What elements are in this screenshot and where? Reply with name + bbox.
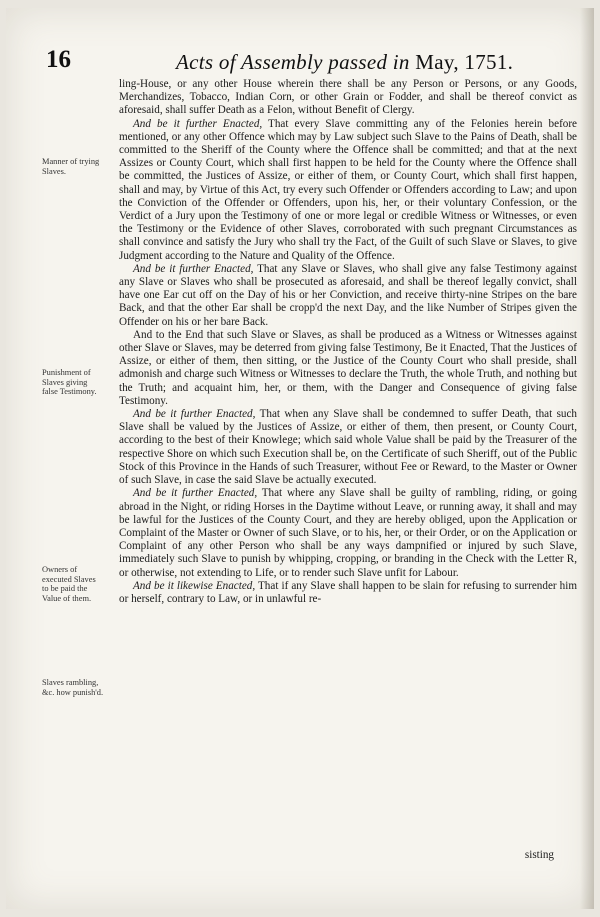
paragraph-text: And to the End that such Slave or Slaves, as shall be produced as a Witness or Witnesses against other Slave or Slaves, may be deterred from giving false Testimony, Be it Enacted, That the Justices of Assize, or either of them, then sitting, or the Justice of the County Court who shall preside, shall admonish and charge such Witness or Witnesses to declare the Truth, the whole Truth, and nothing but the Truth; and acquaint him, her, or them, with the Danger and Consequence of giving false Testimony. xyxy=(119,328,577,407)
paragraph-lead: And be it likewise Enacted, xyxy=(133,579,256,592)
margin-note-false-testimony: Punishment of Slaves giving false Testimony. xyxy=(42,368,97,397)
paragraph-text: ling-House, or any other House wherein there shall be any Person or Persons, or any Goods, Merchandizes, Tobacco, Indian Corn, or other Grain or Fodder, and shall be thereof convict as aforesaid, shall suffer Death as a Felon, without Benefit of Clergy. xyxy=(119,78,577,117)
paragraph xyxy=(119,487,577,579)
page-number: 16 xyxy=(46,46,71,73)
paragraph-lead: And be it further Enacted, xyxy=(133,408,256,421)
paragraph-text: That every Slave committing any of the Felonies herein before mentioned, or any other Offence which may by Law subject such Slave to the Pains of Death, shall be committed to the Sheriff of the County where the Offence shall be committed; and that at the next Assizes or County Court, which shall first happen to be held for the County where the Offence shall be committed, the Justices of Assize, or either of them, or County Court, which shall first happen, shall and may, by Virtue of this Act, try every such Offender or Offenders according to Law; and upon the Conviction of the Offender or Offenders, upon his, her, or their voluntary Confession, or the Verdict of a Jury upon the Testimony of one or more legal or credible Witness or Witnesses, or even the Testimony or the Evidence of other Slaves, corroborated with such pregnant Circumstances as shall convince and satisfy the Jury who shall try the Fact, of the Guilt of such Slave or Slaves, to give Judgment according to the Nature and Quality of the Offence. xyxy=(119,117,578,262)
paragraph-lead: And be it further Enacted, xyxy=(133,487,258,500)
paragraph xyxy=(119,329,577,408)
paragraph xyxy=(119,263,577,329)
paragraph-text: That if any Slave shall happen to be slain for refusing to surrender him or herself, contrary to Law, or in unlawful re- xyxy=(119,579,577,605)
paragraph-text: That where any Slave shall be guilty of rambling, riding, or going abroad in the Night, or riding Horses in the Daytime without Leave, or running away, it shall and may be lawful for the Justices of the County Court, and they are hereby obliged, upon the Application or Complaint of the Master or Owner of such Slave, or to his, her, or their Order, or on the Application or Complaint of any other Person who shall be any ways dampnified or injured by such Slave, immediately such Slave to punish by whipping, cropping, or branding in the Check with the Letter R, or otherwise, not extending to Life, or to render such Slave unfit for Labour. xyxy=(119,487,577,579)
margin-note-owners-paid: Owners of executed Slaves to be paid the Value of them. xyxy=(42,565,96,603)
catchword: sisting xyxy=(524,849,554,861)
page-gutter-shadow xyxy=(580,8,594,909)
document-page xyxy=(6,8,594,909)
paragraph-text: That when any Slave shall be condemned to suffer Death, that such Slave shall be valued by the Justices of Assize, or either of them, then present, or County Court, according to the best of their Knowlege; which said whole Value shall be paid by the Treasurer of the respective Shore on which such Execution shall be, on the Certificate of such Sheriff, out of the Public Stock of this Province in the Hands of such Treasurer, without Fee or Reward, to the Master or Owner of such Slave, in case the said Slave be actually executed. xyxy=(119,408,577,487)
running-title xyxy=(176,50,513,75)
paragraph xyxy=(119,78,577,118)
paragraph xyxy=(119,580,577,606)
body-text xyxy=(119,78,577,606)
paragraph xyxy=(119,118,577,263)
paragraph-lead: And be it further Enacted, xyxy=(133,117,263,130)
margin-notes xyxy=(42,8,106,908)
paragraph-text: That any Slave or Slaves, who shall give any false Testimony against any Slave or Slaves who shall be prosecuted as aforesaid, and shall be thereof legally convict, shall have one Ear cut off on the Day of his or her Conviction, and receive thirty-nine Stripes on the bare Back, and that the other Ear shall be cropp'd the next Day, and the like Number of Stripes given the Offender on his or her bare Back. xyxy=(119,262,577,328)
margin-note-trying-slaves: Manner of trying Slaves. xyxy=(42,157,100,176)
running-title-date: May, 1751. xyxy=(415,50,514,74)
running-title-text: Acts of Assembly passed in xyxy=(176,50,410,74)
paragraph xyxy=(119,408,577,487)
margin-note-rambling-slaves: Slaves rambling, &c. how punish'd. xyxy=(42,678,104,697)
paragraph-lead: And be it further Enacted, xyxy=(133,262,254,275)
